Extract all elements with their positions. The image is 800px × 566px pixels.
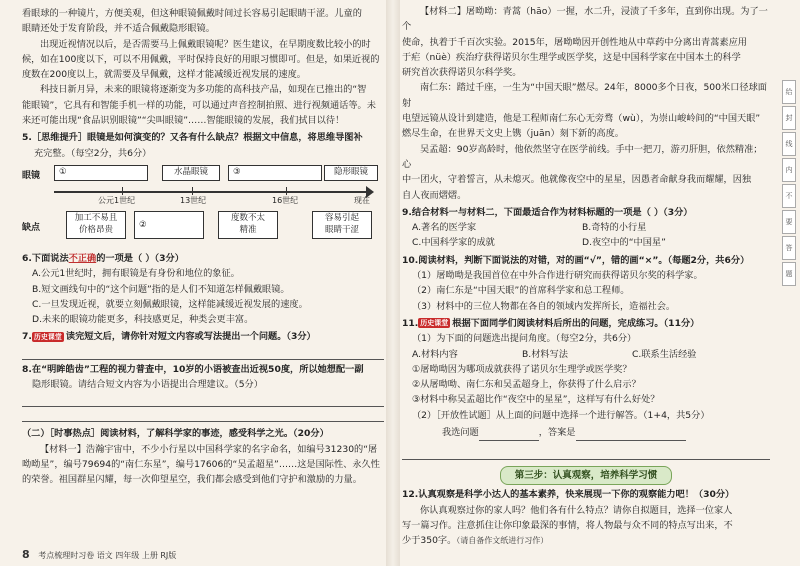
question-5: 5.［思维提升］眼镜是如何演变的？又各有什么缺点？根据文中信息，将思维导图补 [22, 132, 363, 144]
question-8-line-2: 隐形眼镜。请结合短文内容为小语提出合理建议。（5分） [32, 379, 263, 391]
section-2-heading: （二）［时事热点］阅读材料，了解科学家的事迹，感受科学之光。（20分） [22, 428, 329, 440]
q9-option-b: B.奇特的小行星 [582, 222, 647, 234]
defect-box-4: 容易引起 眼睛干涩 [312, 211, 372, 239]
side-label: 题 [782, 262, 796, 286]
q9-option-a: A.著名的医学家 [412, 222, 477, 234]
question-choice-blank[interactable] [479, 425, 539, 441]
page-gutter [386, 0, 400, 566]
left-column [22, 0, 384, 566]
q11-part-2: （2）［开放性试题］从上面的问题中选择一个进行解答。（1+4，共5分） [412, 409, 710, 421]
para3-line-1: 科技日新月异，未来的眼镜将逐渐变为多功能的高科技产品，如现在已推出的“智 [40, 84, 367, 96]
material-2c-line-2: 中一团火，守着誓言，从未熄灭。他就像夜空中的星星，因愚者命献身我而耀耀，因独 [402, 174, 752, 186]
time-label-3: 16世纪 [272, 195, 299, 205]
q11-fill-label-b: ，答案是 [538, 427, 576, 439]
time-label-2: 13世纪 [180, 195, 207, 205]
side-label: 内 [782, 158, 796, 182]
side-label: 答 [782, 236, 796, 260]
answer-blank[interactable] [576, 425, 686, 441]
q11-options [402, 347, 770, 362]
question-10: 10.阅读材料，判断下面说法的对错，对的画“√”，错的画“×”。（每题2分，共6分） [402, 254, 750, 266]
material-2b-line-3: 燃尽生命，在世界天文史上镌（juān）刻下新的高度。 [402, 128, 624, 140]
para3-line-3: 来还可能出现“食品识别眼镜”“尖叫眼镜”……智能眼镜的发展，我们拭目以待！ [22, 115, 345, 127]
q11-tag: 历史课堂 [420, 319, 449, 328]
q9-option-c: C.中国科学家的成就 [412, 237, 495, 249]
question-11: 11. 历史课堂 根据下面同学们阅读材料后所出的问题，完成练习。（11分） [402, 317, 700, 329]
material-2b-line-1: 南仁东：踏过千座，一生为“中国天眼”燃尽。24年，8000多个日夜，500米口径球面射 [402, 82, 767, 109]
q6-text: 6.下面说法 [22, 252, 69, 264]
question-6 [22, 251, 384, 266]
right-column [402, 0, 770, 566]
q12-body-line-2: 写一篇习作。注意抓住让你印象最深的事情，将人物最与众不同的特点写出来，不 [402, 519, 733, 531]
answer-line[interactable] [402, 445, 770, 460]
q11-option-b: B.材料写法 [522, 348, 568, 360]
q11-option-a: A.材料内容 [412, 348, 458, 360]
diagram-row-defects: 缺点 [22, 222, 41, 233]
question-5-cont: 充完整。（每空2分，共6分） [34, 147, 152, 159]
q6-option-a: A.公元1世纪时，拥有眼镜是有身份和地位的象征。 [32, 268, 240, 280]
q10-item-3-text: （3）材料中的三位人物都在各自的领域内发挥所长，造福社会。 [412, 300, 676, 312]
q9-options-row-1 [402, 220, 770, 235]
answer-line[interactable] [22, 345, 384, 360]
mind-map-diagram [22, 163, 384, 249]
q12-body-line-1: 你认真观察过你的家人吗？他们各有什么特点？请你自拟题目，选择一位家人 [420, 504, 733, 516]
side-label: 给 [782, 80, 796, 104]
q11-fill-line [402, 425, 770, 441]
material-1-line-2: 呦呦星”，编号79694的“南仁东星”，编号17606的“吴孟超星”……这是国际性、永久性 [22, 458, 380, 470]
para2-line-3: 度数在200度以上，就需要及早佩戴，这样才能减缓近视发展的速度。 [22, 69, 306, 81]
material-1-line-1: 【材料一】浩瀚宇宙中，不少小行星以中国科学家的名字命名，如编号31230的“屠 [40, 443, 378, 455]
q7-tag: 历史课堂 [33, 332, 62, 341]
section-3-banner: 第三步：认真观察，培养科学习惯 [500, 466, 672, 485]
intro-line-1: 看眼球的一种镜片，方便美观，但这种眼镜佩戴时间过长容易引起眼睛干涩。儿童的 [22, 8, 362, 19]
para3-line-2: 能眼镜”，它具有和智能手机一样的功能，可以通过声音控制拍照、进行视频通话等。未 [22, 99, 376, 111]
time-label-4: 现在 [354, 195, 370, 205]
para2-line-1: 出现近视情况以后，是否需要马上佩戴眼镜呢？医生建议，在早期度数比较小的时 [40, 38, 371, 50]
blank-box-3[interactable]: ③ [228, 165, 322, 181]
blank-box-2[interactable]: ② [134, 211, 204, 239]
contact-lens-box: 隐形眼镜 [324, 165, 378, 181]
diagram-row-glasses: 眼镜 [22, 170, 41, 181]
q11-question-3: ③材料中称吴孟超比作“夜空中的星星”，这样写有什么好处？ [412, 394, 660, 406]
defect-box-1: 加工不易且 价格昂贵 [66, 211, 126, 239]
defect-box-3: 度数不太 精准 [218, 211, 278, 239]
time-label-1: 公元1世纪 [98, 195, 136, 205]
q6-option-d: D.未来的眼镜功能更多，科技感更足，种类会更丰富。 [32, 314, 254, 326]
material-2-line-3: 于疟（nüè）疾治疗获得诺贝尔生理学或医学奖，这是中国科学家在中国本土的科学 [402, 51, 741, 63]
q11-option-c: C.联系生活经验 [632, 348, 697, 360]
q6-option-c: C.一旦发现近视，就要立刻佩戴眼镜，这样能减缓近视发展的速度。 [32, 298, 308, 310]
q9-option-d: D.夜空中的“中国星” [582, 237, 666, 249]
q10-item-2 [402, 283, 770, 298]
side-label: 封 [782, 106, 796, 130]
q6-highlight: 不正确 [68, 252, 97, 264]
blank-box-1[interactable]: ① [54, 165, 148, 181]
q12-note: （请自备作文纸进行习作） [456, 536, 549, 546]
q10-item-1 [402, 268, 770, 283]
material-2-line-4: 研究首次获得诺贝尔科学奖。 [402, 67, 522, 79]
question-9: 9.结合材料一与材料二，下面最适合作为材料标题的一项是（ ）（3分） [402, 206, 693, 218]
question-12: 12.认真观察是科学小达人的基本素养，快来展现一下你的观察能力吧！（30分） [402, 489, 735, 501]
q10-item-3 [402, 299, 770, 314]
q11-question-1: ①屠呦呦因为哪项成就获得了诺贝尔生理学或医学奖？ [412, 363, 632, 375]
page-number: 8 [22, 548, 30, 561]
q11-part-1: （1）为下面的问题选出提问角度。（每空2分，共6分） [412, 333, 637, 345]
q9-options-row-2 [402, 235, 770, 250]
material-2-line-1: 【材料二】屠呦呦：青蒿（hāo）一握，水二升，浸渍了千多年，直到你出现。为了一个 [402, 6, 768, 33]
answer-line[interactable] [22, 407, 384, 422]
q12-body-line-3 [402, 533, 770, 548]
question-7: 7. 历史课堂 读完短文后，请你针对短文内容或写法提出一个问题。（3分） [22, 331, 316, 343]
para2-line-2: 候，如在100度以下，可以不用佩戴，平时保持良好的用眼习惯即可。但是，如果近视的 [22, 53, 380, 65]
material-2b-line-2: 电望远镜从设计到建造，他是工程师南仁东心无旁骛（wù），为崇山峻岭间的“中国天眼” [402, 113, 761, 125]
material-2c-line-3: 自人夜而熠熠。 [402, 189, 467, 201]
answer-line[interactable] [22, 392, 384, 407]
side-label: 不 [782, 184, 796, 208]
q7-text: 读完短文后，请你针对短文内容或写法提出一个问题。（3分） [65, 331, 316, 343]
q11-question-2: ②从屠呦呦、南仁东和吴孟超身上，你获得了什么启示？ [412, 379, 641, 391]
side-label: 要 [782, 210, 796, 234]
q12-body-line-3-text: 少于350字。 [402, 535, 457, 547]
page-footer [22, 548, 176, 561]
question-8-line-1: 8.在“明眸皓齿”工程的视力普查中，10岁的小语被查出近视50度，所以她想配一副 [22, 363, 364, 375]
q6-option-b: B.短文画线句中的“这个问题”指的是人们不知道怎样佩戴眼镜。 [32, 283, 290, 295]
intro-line-2: 眼睛还处于发育阶段，并不适合佩戴隐形眼镜。 [22, 23, 215, 35]
q11-text: 根据下面同学们阅读材料后所出的问题，完成练习。（11分） [452, 317, 700, 329]
side-margin-labels [782, 80, 796, 288]
q10-item-2-text: （2）南仁东是“中国天眼”的首席科学家和总工程师。 [412, 285, 630, 297]
q10-item-1-text: （1）屠呦呦是我国首位在中外合作进行研究而获得诺贝尔奖的科学家。 [412, 270, 703, 282]
side-label: 线 [782, 132, 796, 156]
q6-tail: 的一项是（ ）（3分） [96, 252, 184, 264]
footer-text: 考点梳理时习卷 语文 四年级 上册 RJ版 [38, 551, 177, 560]
crystal-glasses-box: 水晶眼镜 [162, 165, 220, 181]
material-2c-line-1: 吴孟超：90岁高龄时，他依然坚守在医学前线。手中一把刀，游刃肝胆，依然精准；心 [402, 143, 763, 170]
q11-fill-label-a: 我选问题 [442, 427, 479, 439]
material-2-line-2: 使命，执着于千百次实验。2015年，屠呦呦因开创性地从中草药中分离出青蒿素应用 [402, 36, 747, 48]
material-1-line-3: 的荣誉。祖国群星闪耀，每一次仰望星空，我们都会感受到他们守护和激励的力量。 [22, 474, 362, 486]
